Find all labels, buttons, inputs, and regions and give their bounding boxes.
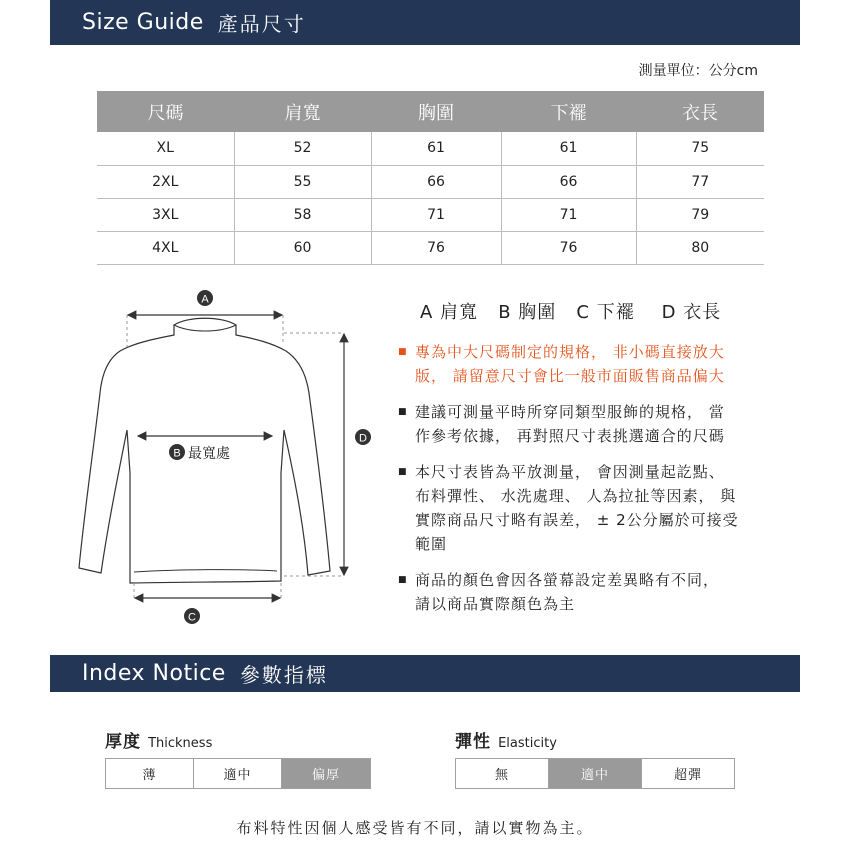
note-item-oversize xyxy=(398,340,778,388)
note-item-color xyxy=(398,568,778,616)
note-item-tolerance xyxy=(398,460,778,556)
cell-hem: 61 xyxy=(501,132,636,165)
cell-shoulder: 52 xyxy=(234,132,371,165)
note-line: 實際商品尺寸略有誤差， ± 2公分屬於可接受 xyxy=(415,511,739,529)
cell-hem: 66 xyxy=(501,165,636,198)
marker-b-label: 最寬處 xyxy=(188,446,230,462)
size-table-header-row xyxy=(97,91,764,132)
note-bullet: ■ xyxy=(398,575,408,585)
note-line: 商品的顏色會因各螢幕設定差異略有不同， xyxy=(415,571,720,589)
elasticity-option-medium: 適中 xyxy=(549,759,642,788)
note-line: 專為中大尺碼制定的規格， 非小碼直接放大 xyxy=(415,343,725,361)
cell-size: XL xyxy=(97,132,234,165)
thickness-title-en: Thickness xyxy=(148,736,213,751)
thickness-title xyxy=(105,727,371,752)
note-line: 請以商品實際顏色為主 xyxy=(415,595,576,613)
index-notice-title-en: Index Notice xyxy=(82,661,226,686)
marker-a-text: A xyxy=(201,293,209,306)
elasticity-title-zh: 彈性 xyxy=(455,732,491,752)
column-header-shoulder: 肩寬 xyxy=(234,91,371,132)
note-bullet: ■ xyxy=(398,347,408,357)
cell-shoulder: 60 xyxy=(234,231,371,264)
unit-note: 測量單位：公分cm xyxy=(638,63,758,79)
note-item-measure-advice xyxy=(398,400,778,448)
size-guide-banner xyxy=(50,0,800,45)
thickness-scale xyxy=(105,758,371,789)
size-table xyxy=(97,91,764,265)
footer-note: 布料特性因個人感受皆有不同，請以實物為主。 xyxy=(236,819,594,837)
note-text xyxy=(415,568,719,616)
marker-d-text: D xyxy=(359,432,367,445)
column-header-hem: 下襬 xyxy=(501,91,636,132)
table-row xyxy=(97,165,764,198)
elasticity-indicator xyxy=(455,727,735,789)
cell-chest: 76 xyxy=(371,231,501,264)
cell-shoulder: 55 xyxy=(234,165,371,198)
note-line: 布料彈性、 水洗處理、 人為拉扯等因素， 與 xyxy=(415,487,737,505)
marker-b-text: B xyxy=(173,447,181,460)
note-bullet: ■ xyxy=(398,467,408,477)
elasticity-option-none: 無 xyxy=(456,759,549,788)
note-text xyxy=(415,400,725,448)
thickness-option-medium: 適中 xyxy=(194,759,282,788)
marker-c-text: C xyxy=(188,611,196,624)
note-text xyxy=(415,340,725,388)
note-bullet: ■ xyxy=(398,407,408,417)
table-row xyxy=(97,198,764,231)
elasticity-option-super: 超彈 xyxy=(642,759,735,788)
cell-hem: 76 xyxy=(501,231,636,264)
cell-shoulder: 58 xyxy=(234,198,371,231)
elasticity-title-en: Elasticity xyxy=(498,736,557,751)
column-header-length: 衣長 xyxy=(636,91,764,132)
size-guide-title-en: Size Guide xyxy=(82,10,204,35)
cell-length: 75 xyxy=(636,132,764,165)
column-header-chest: 胸圍 xyxy=(371,91,501,132)
cell-chest: 61 xyxy=(371,132,501,165)
note-line: 本尺寸表皆為平放測量， 會因測量起訖點、 xyxy=(415,463,725,481)
shirt-measurement-diagram xyxy=(72,285,382,630)
table-row xyxy=(97,132,764,165)
index-notice-banner xyxy=(50,655,800,692)
cell-length: 80 xyxy=(636,231,764,264)
elasticity-scale xyxy=(455,758,735,789)
cell-hem: 71 xyxy=(501,198,636,231)
cell-chest: 66 xyxy=(371,165,501,198)
cell-chest: 71 xyxy=(371,198,501,231)
thickness-option-thin: 薄 xyxy=(106,759,194,788)
cell-size: 2XL xyxy=(97,165,234,198)
elasticity-title xyxy=(455,727,735,752)
cell-length: 77 xyxy=(636,165,764,198)
notes-list xyxy=(398,340,778,628)
cell-size: 4XL xyxy=(97,231,234,264)
thickness-indicator xyxy=(105,727,371,789)
thickness-title-zh: 厚度 xyxy=(105,732,141,752)
note-line: 版， 請留意尺寸會比一般市面販售商品偏大 xyxy=(415,367,725,385)
cell-size: 3XL xyxy=(97,198,234,231)
note-line: 範圍 xyxy=(415,535,448,553)
table-row xyxy=(97,231,764,264)
index-notice-title-zh: 參數指標 xyxy=(239,663,328,687)
column-header-size: 尺碼 xyxy=(97,91,234,132)
note-line: 建議可測量平時所穿同類型服飾的規格， 當 xyxy=(415,403,725,421)
cell-length: 79 xyxy=(636,198,764,231)
measurement-legend: A 肩寬 B 胸圍 C 下襬 D 衣長 xyxy=(420,302,722,323)
note-line: 作參考依據， 再對照尺寸表挑選適合的尺碼 xyxy=(415,427,725,445)
note-text xyxy=(415,460,739,556)
thickness-option-thick: 偏厚 xyxy=(282,759,370,788)
size-guide-title-zh: 產品尺寸 xyxy=(217,12,306,36)
